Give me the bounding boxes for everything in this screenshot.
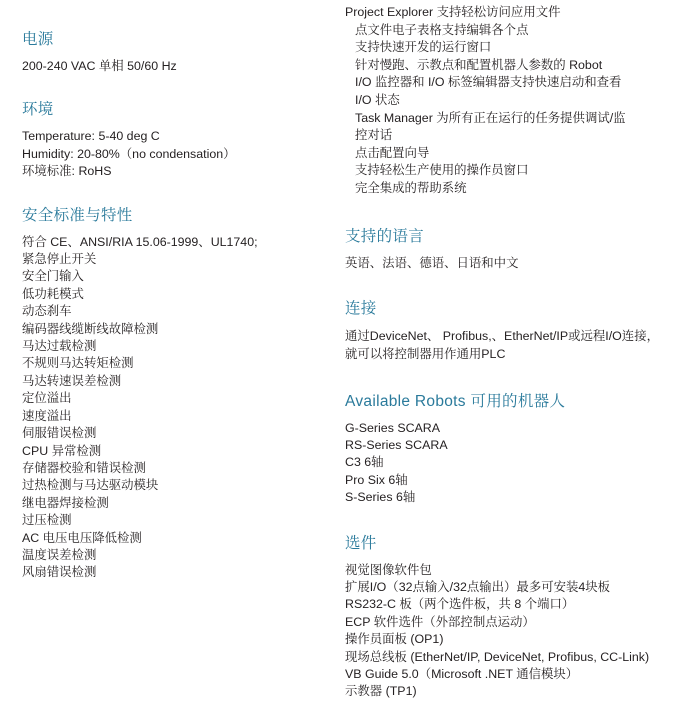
languages-line: 英语、法语、德语、日语和中文 xyxy=(345,255,519,270)
feature-line: 控对话 xyxy=(355,128,393,143)
power-line: 200-240 VAC 单相 50/60 Hz xyxy=(22,59,177,73)
safety-line: 伺服错误检测 xyxy=(22,426,97,441)
feature-line: 完全集成的帮助系统 xyxy=(355,180,467,195)
safety-line: 动态刹车 xyxy=(22,304,72,319)
safety-title: 安全标准与特性 xyxy=(22,206,133,224)
option-line: 现场总线板 (EtherNet/IP, DeviceNet, Profibus, CC-Link) xyxy=(345,649,650,664)
languages-section xyxy=(345,224,665,272)
feature-line: 针对慢跑、示教点和配置机器人参数的 Robot xyxy=(355,57,603,72)
environment-section xyxy=(22,97,332,180)
feature-line: I/O 监控器和 I/O 标签编辑器支持快速启动和查看 xyxy=(355,75,622,90)
environment-line: Humidity: 20-80%（no condensation） xyxy=(22,146,236,161)
power-section xyxy=(22,27,332,75)
safety-line: 不规则马达转矩检测 xyxy=(22,356,134,371)
environment-line: Temperature: 5-40 deg C xyxy=(22,129,160,144)
safety-line: 编码器线缆断线故障检测 xyxy=(22,321,159,336)
robots-section xyxy=(345,389,665,507)
environment-lines xyxy=(22,128,332,180)
safety-line: 紧急停止开关 xyxy=(22,252,97,267)
safety-line: 过热检测与马达驱动模块 xyxy=(22,478,159,493)
option-line: RS232-C 板（两个选件板，共 8 个端口） xyxy=(345,597,575,612)
safety-line: 定位溢出 xyxy=(22,391,72,406)
safety-line: 安全门输入 xyxy=(22,269,84,284)
feature-line: Project Explorer 支持轻松访问应用文件 xyxy=(345,5,561,19)
safety-line: 继电器焊接检测 xyxy=(22,495,109,510)
options-title: 选件 xyxy=(345,534,377,552)
safety-line: 存储器校验和错误检测 xyxy=(22,460,146,475)
environment-line: 环境标准: RoHS xyxy=(22,164,112,179)
feature-line: 支持快速开发的运行窗口 xyxy=(355,40,492,55)
robots-title: Available Robots 可用的机器人 xyxy=(345,392,566,410)
options-lines xyxy=(345,562,665,701)
safety-line: 温度误差检测 xyxy=(22,547,97,562)
left-column xyxy=(22,0,332,604)
robot-line: G-Series SCARA xyxy=(345,420,441,435)
safety-line: AC 电压电压降低检测 xyxy=(22,530,142,545)
safety-line: 马达转速误差检测 xyxy=(22,373,122,388)
safety-lines xyxy=(22,234,332,582)
feature-line: 点击配置向导 xyxy=(355,145,430,160)
robot-line: S-Series 6轴 xyxy=(345,490,416,505)
safety-line: 速度溢出 xyxy=(22,408,72,423)
robots-lines xyxy=(345,420,665,507)
safety-line: CPU 异常检测 xyxy=(22,443,102,458)
feature-line: 支持轻松生产使用的操作员窗口 xyxy=(355,163,529,178)
connection-line: 就可以将控制器用作通用PLC xyxy=(345,346,506,361)
option-line: 视觉图像软件包 xyxy=(345,562,432,577)
option-line: 扩展I/O（32点输入/32点输出）最多可安装4块板 xyxy=(345,579,611,594)
option-line: 操作员面板 (OP1) xyxy=(345,632,444,647)
connection-section xyxy=(345,296,665,363)
robot-line: RS-Series SCARA xyxy=(345,437,448,452)
connection-title: 连接 xyxy=(345,299,377,317)
robot-line: Pro Six 6轴 xyxy=(345,472,408,487)
option-line: VB Guide 5.0（Microsoft .NET 通信模块） xyxy=(345,667,579,681)
option-line: 示教器 (TP1) xyxy=(345,684,417,699)
safety-line: 低功耗模式 xyxy=(22,286,84,301)
feature-line: Task Manager 为所有正在运行的任务提供调试/监 xyxy=(355,110,626,125)
languages-title: 支持的语言 xyxy=(345,227,425,245)
power-lines xyxy=(22,58,332,75)
power-title: 电源 xyxy=(22,31,54,48)
safety-line: 风扇错误检测 xyxy=(22,565,97,580)
connection-line: 通过DeviceNet、 Profibus,、EtherNet/IP或远程I/O连接， xyxy=(345,328,659,343)
options-section xyxy=(345,531,665,701)
safety-line: 过压检测 xyxy=(22,513,72,528)
safety-line: 马达过载检测 xyxy=(22,339,97,354)
safety-line: 符合 CE、ANSI/RIA 15.06-1999、UL1740; xyxy=(22,234,258,249)
option-line: ECP 软件选件（外部控制点运动） xyxy=(345,614,535,629)
feature-line: I/O 状态 xyxy=(355,92,400,107)
robot-line: C3 6轴 xyxy=(345,455,384,470)
software-features-section xyxy=(345,4,665,198)
feature-line: 点文件电子表格支持编辑各个点 xyxy=(355,22,529,37)
right-column xyxy=(345,0,665,723)
environment-title: 环境 xyxy=(22,101,54,119)
safety-section xyxy=(22,203,332,582)
